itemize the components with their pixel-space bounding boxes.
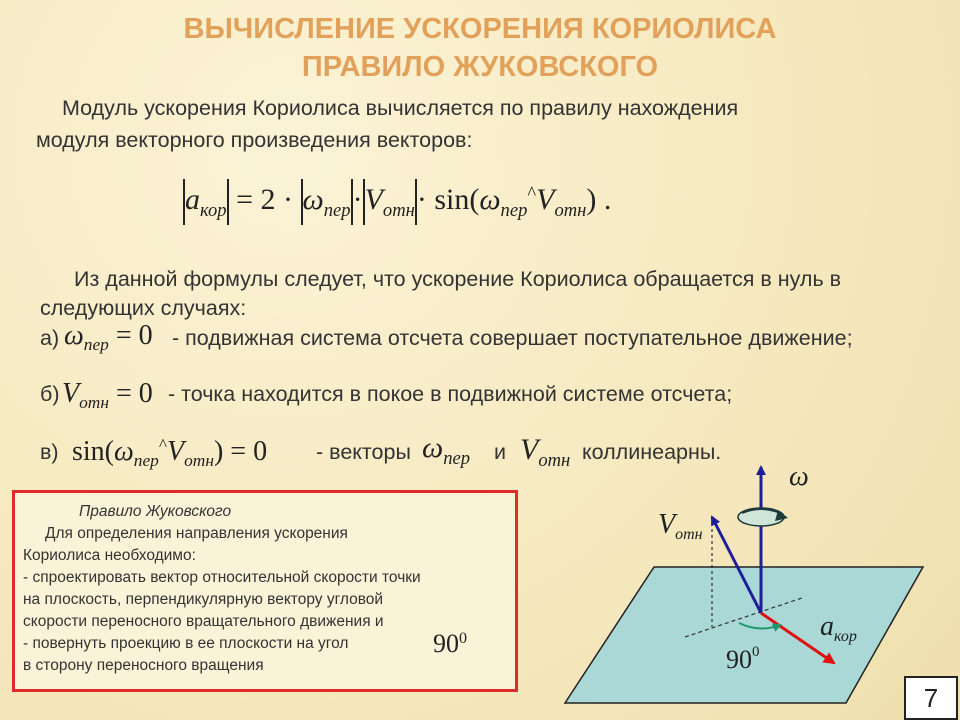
v-rel-label: $V_{отн}$ [658, 509, 703, 543]
case-b-text: - точка находится в покое в подвижной системе отсчета; [168, 382, 733, 406]
omega-label: ω [789, 461, 809, 492]
zhukovsky-diagram [540, 455, 960, 720]
follows-line1: Из данной формулы следует, что ускорение Кориолиса обращается в нуль в [74, 267, 842, 291]
angle-label: $90^0$ [726, 644, 760, 674]
slide-title-line1: ВЫЧИСЛЕНИЕ УСКОРЕНИЯ КОРИОЛИСА [183, 13, 777, 45]
rule-line: - спроектировать вектор относительной скорости точки [23, 569, 421, 586]
rule-line: на плоскость, перпендикулярную вектору угловой [23, 591, 384, 608]
motion-plane [565, 567, 923, 703]
intro-line2: модуля векторного произведения векторов: [36, 128, 473, 152]
case-c-text1: - векторы [316, 440, 411, 464]
case-a-label: а) [40, 326, 60, 350]
rule-heading: Правило Жуковского [79, 503, 232, 520]
intro-line1: Модуль ускорения Кориолиса вычисляется по правилу нахождения [62, 96, 739, 120]
slide-title-line2: ПРАВИЛО ЖУКОВСКОГО [301, 51, 659, 83]
rule-line: в сторону переносного вращения [23, 657, 264, 674]
rule-line: скорости переносного вращательного движения и [23, 613, 384, 630]
case-c-label: в) [40, 440, 59, 464]
case-b-label: б) [40, 382, 60, 406]
case-c-text2: коллинеарны. [582, 440, 722, 464]
follows-line2: следующих случаях: [40, 296, 247, 320]
case-a-formula: $\omega_{пер} = 0$ [64, 320, 153, 355]
case-c-formula: $\sin(\omega_{пер}^{\^{}}V_{отн}) = 0$ [72, 435, 268, 471]
page-number: 7 [904, 676, 958, 720]
rule-line: Для определения направления ускорения [45, 525, 348, 542]
case-a-text: - подвижная система отсчета совершает поступательное движение; [172, 326, 853, 350]
rotation-icon [738, 508, 788, 526]
coriolis-formula: $a_{кор} = 2 \cdot \omega_{пер}\cdot V_{отн}\cdot \sin(\omega_{пер}^{\^{}}V_{отн})$ . [183, 172, 611, 228]
rule-angle: $90^0$ [433, 629, 468, 658]
case-b-formula: $V_{отн} = 0$ [62, 378, 153, 413]
case-c-and: и [494, 440, 507, 464]
rule-line: - повернуть проекцию в ее плоскости на угол [23, 635, 349, 652]
case-c-v: $V_{отн}$ [520, 433, 571, 471]
case-c-omega: $\omega_{пер}$ [422, 431, 471, 469]
zhukovsky-rule-box [12, 490, 518, 692]
a-cor-label: $a_{кор}$ [820, 611, 857, 645]
rule-line: Кориолиса необходимо: [23, 547, 196, 564]
